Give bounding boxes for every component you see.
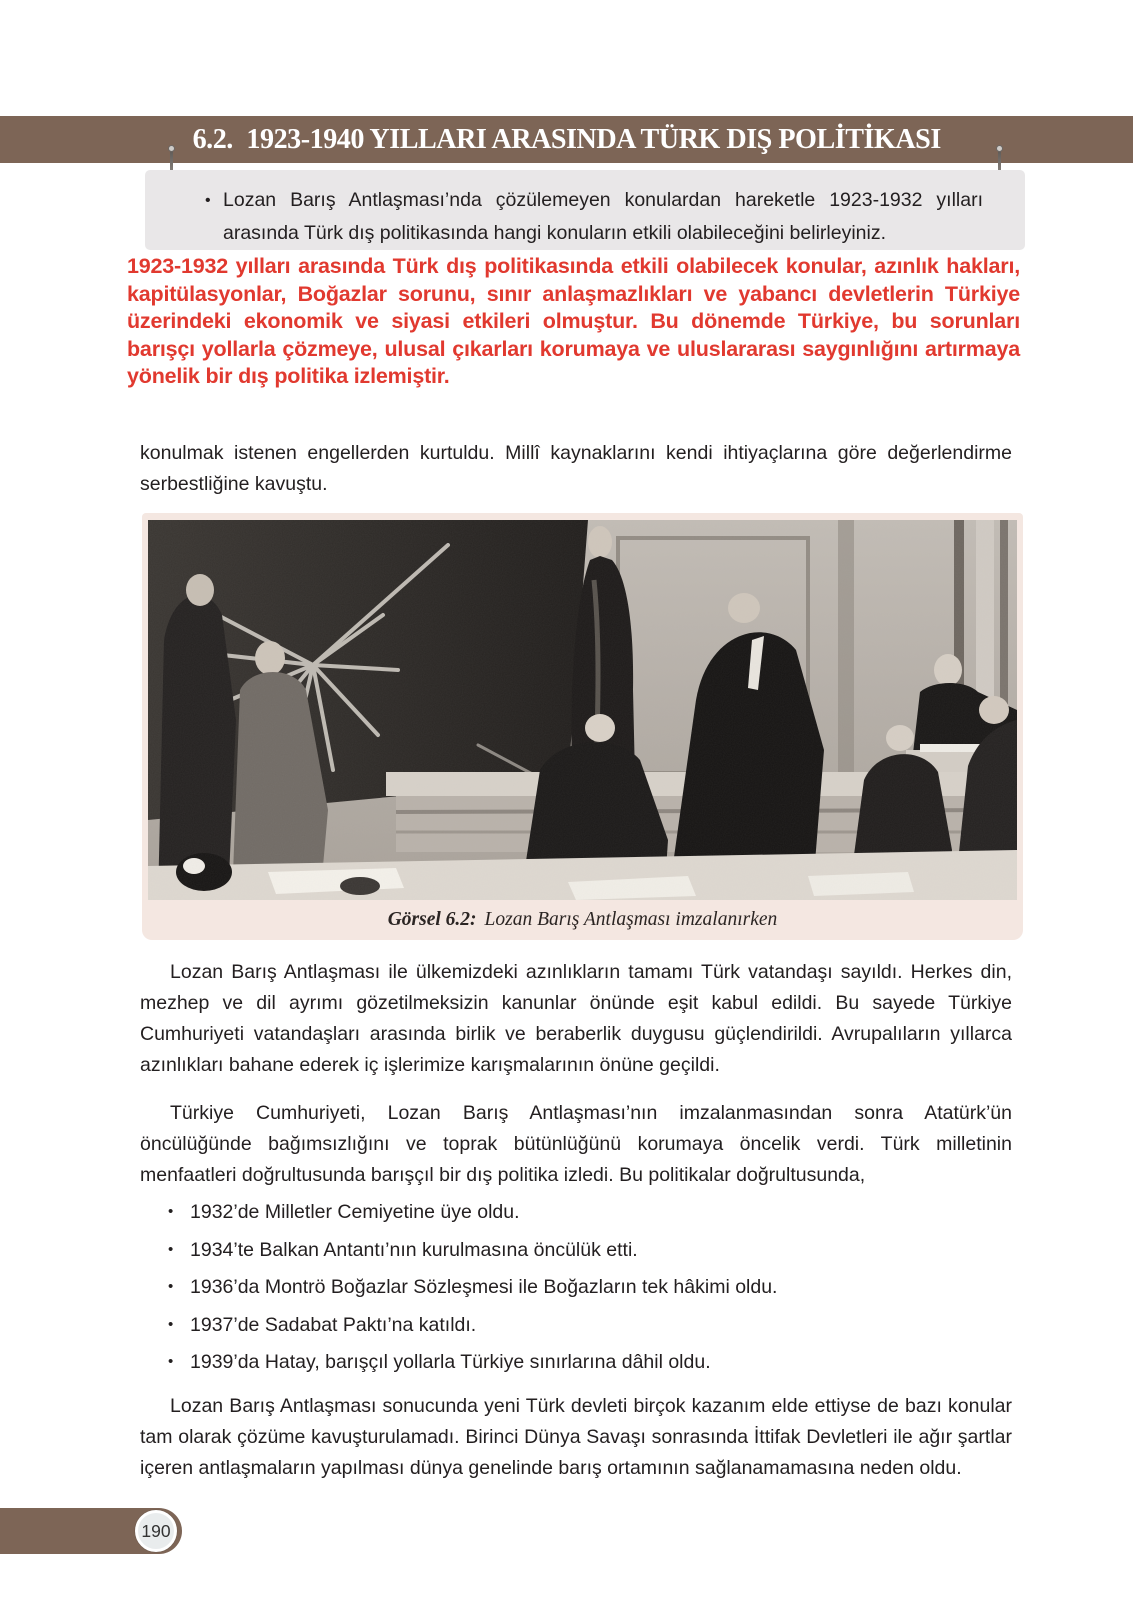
list-item bbox=[168, 1314, 1008, 1337]
footer-bar bbox=[0, 1508, 182, 1554]
figure-card bbox=[142, 513, 1023, 940]
figure-caption-label: Görsel 6.2: bbox=[387, 909, 477, 930]
activity-text: Lozan Barış Antlaşması’nda çözülemeyen konulardan hareketle 1923-1932 yılları arasında Türk dış politikasında hangi konuların etkili olabileceğini belirleyiniz. bbox=[223, 189, 983, 244]
paragraph-1: Lozan Barış Antlaşması ile ülkemizdeki azınlıkların tamamı Türk vatandaşı sayıldı. Herkes din, mezhep ve dil ayrımı gözetilmeksizin kanunlar önünde eşit kabul edildi. Bu sayede Türkiye Cumhuriyeti vatandaşları arasında birlik ve beraberlik duygusu güçlendirildi. Avrupalıların yıllarca azınlıkları bahane ederek iç işlerimize karışmalarının önüne geçildi. bbox=[140, 961, 1012, 1076]
list-item bbox=[168, 1276, 1008, 1299]
bullet-icon: • bbox=[168, 1315, 174, 1333]
figure-caption-text: Lozan Barış Antlaşması imzalanırken bbox=[484, 909, 778, 930]
bullet-icon: • bbox=[168, 1353, 174, 1370]
milestone-text: 1936’da Montrö Boğazlar Sözleşmesi ile Boğazların tek hâkimi oldu. bbox=[190, 1276, 778, 1298]
milestone-text: 1932’de Milletler Cemiyetine üye oldu. bbox=[190, 1201, 520, 1223]
paragraph-closing: Lozan Barış Antlaşması sonucunda yeni Türk devleti birçok kazanım elde ettiyse de bazı konular tam olarak çözüme kavuşturulamadı. Birinci Dünya Savaşı sonrasında İttifak Devletleri ile ağır şartlar içeren antlaşmaların yapılması dünya genelinde barış ortamının sağlanamamasına neden oldu. bbox=[140, 1395, 1012, 1479]
bullet-icon: • bbox=[168, 1240, 174, 1258]
page-number-badge: 190 bbox=[135, 1510, 177, 1552]
answer-text: 1923-1932 yılları arasında Türk dış politikasında etkili olabilecek konular, azınlık hakları, kapitülasyonlar, Boğazlar sorunu, sınır anlaşmazlıkları ve yabancı devletlerin Türkiye üzerindeki ekonomik ve siyasi etkileri olmuştur. Bu dönemde Türkiye, bu sorunları barışçı yollarla çözmeye, ulusal çıkarları korumaya ve uluslararası saygınlığını artırmaya yönelik bir dış politika izlemiştir. bbox=[127, 254, 1020, 388]
treaty-signing-photo bbox=[148, 520, 1017, 900]
milestone-text: 1937’de Sadabat Paktı’na katıldı. bbox=[190, 1313, 477, 1336]
paragraph-continuation: konulmak istenen engellerden kurtuldu. Millî kaynaklarını kendi ihtiyaçlarına göre değerlendirme serbestliğine kavuştu. bbox=[140, 442, 1012, 495]
activity-box bbox=[145, 170, 1025, 250]
section-number: 6.2. bbox=[192, 123, 233, 155]
treaty-photo-illustration bbox=[148, 520, 1017, 900]
milestone-text: 1934’te Balkan Antantı’nın kurulmasına öncülük etti. bbox=[190, 1238, 638, 1261]
milestone-list bbox=[168, 1201, 1008, 1389]
milestone-text: 1939’da Hatay, barışçıl yollarla Türkiye sınırlarına dâhil oldu. bbox=[190, 1351, 711, 1373]
list-item bbox=[168, 1201, 1008, 1224]
list-item bbox=[168, 1351, 1008, 1374]
figure-caption bbox=[142, 900, 1023, 940]
paragraph-2: Türkiye Cumhuriyeti, Lozan Barış Antlaşması’nın imzalanmasından sonra Atatürk’ün öncülüğünde bağımsızlığını ve toprak bütünlüğünü korumaya öncelik verdi. Türk milletinin menfaatleri doğrultusunda barışçıl bir dış politika izledi. Bu politikalar doğrultusunda, bbox=[140, 1102, 1012, 1186]
bullet-icon: • bbox=[205, 192, 211, 209]
bullet-icon: • bbox=[168, 1278, 174, 1295]
section-title bbox=[192, 123, 940, 156]
section-title-text: 1923-1940 YILLARI ARASINDA TÜRK DIŞ POLİTİKASI bbox=[246, 123, 941, 155]
list-item bbox=[168, 1239, 1008, 1262]
bullet-icon: • bbox=[168, 1203, 174, 1220]
